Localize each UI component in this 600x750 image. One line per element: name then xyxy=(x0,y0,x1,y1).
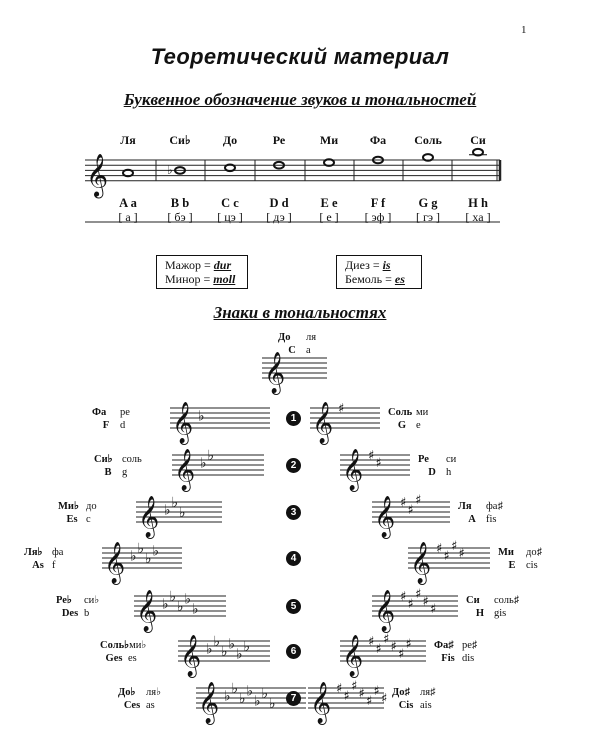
major-key-de: A xyxy=(468,514,476,525)
major-label: Мажор = xyxy=(165,258,211,272)
note-pronunciation: [ е ] xyxy=(319,210,339,224)
major-key-de: Des xyxy=(61,608,79,619)
minor-label: Минор = xyxy=(165,272,211,286)
flat-icon: ♭ xyxy=(224,688,231,705)
note-pronunciation: [ цэ ] xyxy=(217,210,243,224)
major-key-ru: Ре xyxy=(418,454,429,465)
major-key-ru: До♭ xyxy=(118,687,136,698)
sharp-icon: ♯ xyxy=(366,694,373,709)
flat-icon: ♭ xyxy=(246,683,254,700)
key-label xyxy=(94,453,142,479)
key-label xyxy=(498,546,542,572)
key-label xyxy=(418,453,456,479)
treble-clef-icon: 𝄞 xyxy=(172,402,194,444)
major-key-ru: Фа♯ xyxy=(434,640,454,651)
section-heading-letter-names: Буквенное обозначение звуков и тональностей xyxy=(123,90,477,109)
key-label xyxy=(56,594,99,620)
flat-icon: ♭ xyxy=(228,636,236,653)
treble-clef-icon: 𝄞 xyxy=(410,542,432,584)
flat-icon: ♭ xyxy=(179,505,186,521)
note-name-ru: Ми xyxy=(319,133,339,147)
key-number-badge: 5 xyxy=(286,599,301,614)
note-pronunciation: [ эф ] xyxy=(364,210,392,224)
minor-key-de: d xyxy=(120,420,126,431)
key-label xyxy=(58,500,97,526)
sharp-icon: ♯ xyxy=(407,503,414,518)
flat-icon: ♭ xyxy=(213,634,221,650)
flat-icon: ♭ xyxy=(206,641,213,658)
minor-key-ru: до♯ xyxy=(526,547,542,558)
note-letter: E e xyxy=(320,196,338,210)
sharp-icon: ♯ xyxy=(405,637,412,652)
major-key-ru: Соль♭ xyxy=(100,640,130,651)
sharp-icon: ♯ xyxy=(338,401,345,417)
treble-clef-icon: 𝄞 xyxy=(264,352,286,394)
major-key-de: C xyxy=(288,345,296,356)
major-key-de: As xyxy=(32,560,44,571)
note-letter: C c xyxy=(221,196,239,210)
flat-icon: ♭ xyxy=(171,495,179,511)
sharp-label: Диез = xyxy=(345,258,380,272)
sharp-icon: ♯ xyxy=(458,546,465,562)
major-key-de: B xyxy=(104,467,112,478)
key-label xyxy=(388,406,428,432)
minor-key-ru: соль♯ xyxy=(494,595,520,606)
major-key-ru: Соль xyxy=(388,407,413,418)
flat-icon: ♭ xyxy=(200,455,207,472)
sharp-icon: ♯ xyxy=(343,689,350,704)
major-key-ru: До♯ xyxy=(392,687,410,698)
sharp-icon: ♯ xyxy=(375,456,382,471)
note-letter: D d xyxy=(269,196,289,210)
minor-key-ru: си xyxy=(446,454,457,465)
flat-icon: ♭ xyxy=(167,162,173,177)
key-number-badge: 4 xyxy=(286,551,301,566)
key-label xyxy=(24,546,63,572)
sharp-icon: ♯ xyxy=(400,495,407,511)
note-pronunciation: [ ха ] xyxy=(465,210,491,224)
sharp-icon: ♯ xyxy=(422,594,429,610)
sharp-icon: ♯ xyxy=(351,679,358,694)
major-key-ru: Си xyxy=(466,595,480,606)
major-key-de: Es xyxy=(66,514,78,525)
minor-key-de: as xyxy=(146,700,155,711)
major-key-de: Cis xyxy=(398,700,414,711)
flat-icon: ♭ xyxy=(130,548,137,565)
sharp-icon: ♯ xyxy=(368,448,375,464)
flat-icon: ♭ xyxy=(239,691,246,707)
minor-key-ru: ля♭ xyxy=(146,687,162,698)
key-label xyxy=(434,639,477,665)
flat-icon: ♭ xyxy=(254,693,261,710)
major-key-de: F xyxy=(102,420,110,431)
sharp-icon: ♯ xyxy=(336,681,343,697)
key-label xyxy=(458,500,503,526)
note-letter: B b xyxy=(170,196,190,210)
minor-key-de: ais xyxy=(420,700,432,711)
key-label xyxy=(466,594,519,620)
major-key-de: Ces xyxy=(123,700,141,711)
major-key-ru: Ля xyxy=(458,501,472,512)
flat-icon: ♭ xyxy=(162,596,169,613)
minor-key-ru: до xyxy=(86,501,97,512)
flat-icon: ♭ xyxy=(221,644,228,660)
minor-key-ru: си♭ xyxy=(84,595,100,606)
key-label xyxy=(118,686,161,712)
note-pronunciation: [ а ] xyxy=(118,210,138,224)
sharp-icon: ♯ xyxy=(390,639,397,655)
treble-clef-icon: 𝄞 xyxy=(374,496,396,538)
major-key-de: Fis xyxy=(441,653,455,664)
sharp-icon: ♯ xyxy=(415,587,422,602)
minor-key-de: gis xyxy=(494,608,507,619)
sharp-icon: ♯ xyxy=(383,632,390,647)
note-name-ru: Ля xyxy=(120,133,136,147)
key-number-badge: 6 xyxy=(286,644,301,659)
note-name-ru: Си♭ xyxy=(169,133,191,147)
key-label xyxy=(392,686,435,712)
major-key-ru: Фа xyxy=(92,407,107,418)
key-number-badge: 3 xyxy=(286,505,301,520)
sharp-icon: ♯ xyxy=(373,684,380,699)
major-key-ru: Ре♭ xyxy=(56,595,72,606)
treble-clef-icon: 𝄞 xyxy=(310,682,332,724)
minor-key-ru: ми♭ xyxy=(129,640,147,651)
flat-icon: ♭ xyxy=(177,599,184,615)
sharp-icon: ♯ xyxy=(430,602,437,617)
treble-clef-icon: 𝄞 xyxy=(342,635,364,677)
major-key-ru: До xyxy=(278,332,291,343)
flat-icon: ♭ xyxy=(207,448,215,464)
treble-clef-icon: 𝄞 xyxy=(342,449,364,491)
minor-key-de: es xyxy=(128,653,137,664)
major-key-de: G xyxy=(397,420,407,431)
key-label xyxy=(278,331,316,357)
minor-key-de: h xyxy=(446,467,452,478)
minor-key-ru: ре♯ xyxy=(462,640,478,651)
note-name-ru: Си xyxy=(470,133,486,147)
note-letter: G g xyxy=(418,196,438,210)
minor-key-de: b xyxy=(84,608,90,619)
minor-key-de: fis xyxy=(486,514,497,525)
sharp-value: is xyxy=(382,258,391,272)
major-key-de: D xyxy=(428,467,436,478)
page-number: 1 xyxy=(521,24,527,36)
major-key-ru: Ля♭ xyxy=(24,547,43,558)
sharp-icon: ♯ xyxy=(436,541,443,557)
note-letter: A a xyxy=(119,196,137,210)
minor-key-de: f xyxy=(52,560,56,571)
treble-clef-icon: 𝄞 xyxy=(198,682,220,724)
major-key-ru: Ми♭ xyxy=(58,501,79,512)
minor-key-de: g xyxy=(122,467,128,478)
note-name-ru: Соль xyxy=(414,133,442,147)
major-key-de: E xyxy=(508,560,516,571)
flat-icon: ♭ xyxy=(236,646,243,663)
note-name-ru: До xyxy=(222,133,238,147)
sharp-icon: ♯ xyxy=(368,634,375,650)
sharp-icon: ♯ xyxy=(375,642,382,657)
flat-icon: ♭ xyxy=(192,601,199,618)
note-name-ru: Фа xyxy=(369,133,387,147)
minor-key-de: e xyxy=(416,420,421,431)
minor-key-de: dis xyxy=(462,653,475,664)
minor-key-ru: ля♯ xyxy=(420,687,436,698)
flat-icon: ♭ xyxy=(184,591,192,608)
note-pronunciation: [ бэ ] xyxy=(167,210,193,224)
treble-clef-icon: 𝄞 xyxy=(86,152,109,197)
minor-key-ru: фа♯ xyxy=(486,501,503,512)
treble-clef-icon: 𝄞 xyxy=(104,542,126,584)
flat-icon: ♭ xyxy=(269,696,276,712)
major-key-de: Ges xyxy=(105,653,123,664)
page-title: Теоретический материал xyxy=(150,44,450,69)
sharp-icon: ♯ xyxy=(407,597,414,612)
treble-clef-icon: 𝄞 xyxy=(374,590,396,632)
note-letter: F f xyxy=(370,196,386,210)
key-number-badge: 7 xyxy=(286,691,301,706)
minor-key-ru: ля xyxy=(306,332,317,343)
treble-clef-icon: 𝄞 xyxy=(180,635,202,677)
note-letter: H h xyxy=(468,196,488,210)
minor-value: moll xyxy=(213,272,236,286)
treble-clef-icon: 𝄞 xyxy=(174,449,196,491)
flat-icon: ♭ xyxy=(231,681,239,697)
flat-icon: ♭ xyxy=(261,686,269,702)
key-label xyxy=(92,406,130,432)
key-number-badge: 1 xyxy=(286,411,301,426)
flat-icon: ♭ xyxy=(198,408,205,425)
key-number-badge: 2 xyxy=(286,458,301,473)
note-name-ru: Ре xyxy=(272,133,286,147)
major-key-ru: Ми xyxy=(498,547,514,558)
minor-key-ru: ми xyxy=(416,407,429,418)
sharp-icon: ♯ xyxy=(443,549,450,564)
flat-icon: ♭ xyxy=(169,589,177,605)
minor-key-de: c xyxy=(86,514,91,525)
key-label xyxy=(100,639,146,665)
sharp-icon: ♯ xyxy=(451,539,458,554)
section-heading-key-signatures: Знаки в тональностях xyxy=(213,303,387,322)
flat-icon: ♭ xyxy=(145,551,152,567)
flat-icon: ♭ xyxy=(152,543,160,560)
treble-clef-icon: 𝄞 xyxy=(136,590,158,632)
treble-clef-icon: 𝄞 xyxy=(312,402,334,444)
treble-clef-icon: 𝄞 xyxy=(138,496,160,538)
sharp-icon: ♯ xyxy=(358,686,365,702)
flat-label: Бемоль = xyxy=(345,272,392,286)
flat-value: es xyxy=(394,272,405,286)
major-key-ru: Си♭ xyxy=(94,454,113,465)
sharp-icon: ♯ xyxy=(381,691,388,707)
flat-icon: ♭ xyxy=(164,502,171,519)
minor-key-ru: фа xyxy=(52,547,64,558)
minor-key-de: a xyxy=(306,345,311,356)
major-value: dur xyxy=(213,258,232,272)
minor-key-de: cis xyxy=(526,560,538,571)
flat-icon: ♭ xyxy=(137,541,145,557)
sharp-icon: ♯ xyxy=(400,589,407,605)
sharp-icon: ♯ xyxy=(398,647,405,662)
minor-key-ru: ре xyxy=(120,407,130,418)
flat-icon: ♭ xyxy=(243,639,251,655)
sharp-icon: ♯ xyxy=(415,493,422,508)
note-pronunciation: [ дэ ] xyxy=(266,210,292,224)
minor-key-ru: соль xyxy=(122,454,142,465)
note-pronunciation: [ гэ ] xyxy=(415,210,441,224)
major-key-de: H xyxy=(475,608,485,619)
